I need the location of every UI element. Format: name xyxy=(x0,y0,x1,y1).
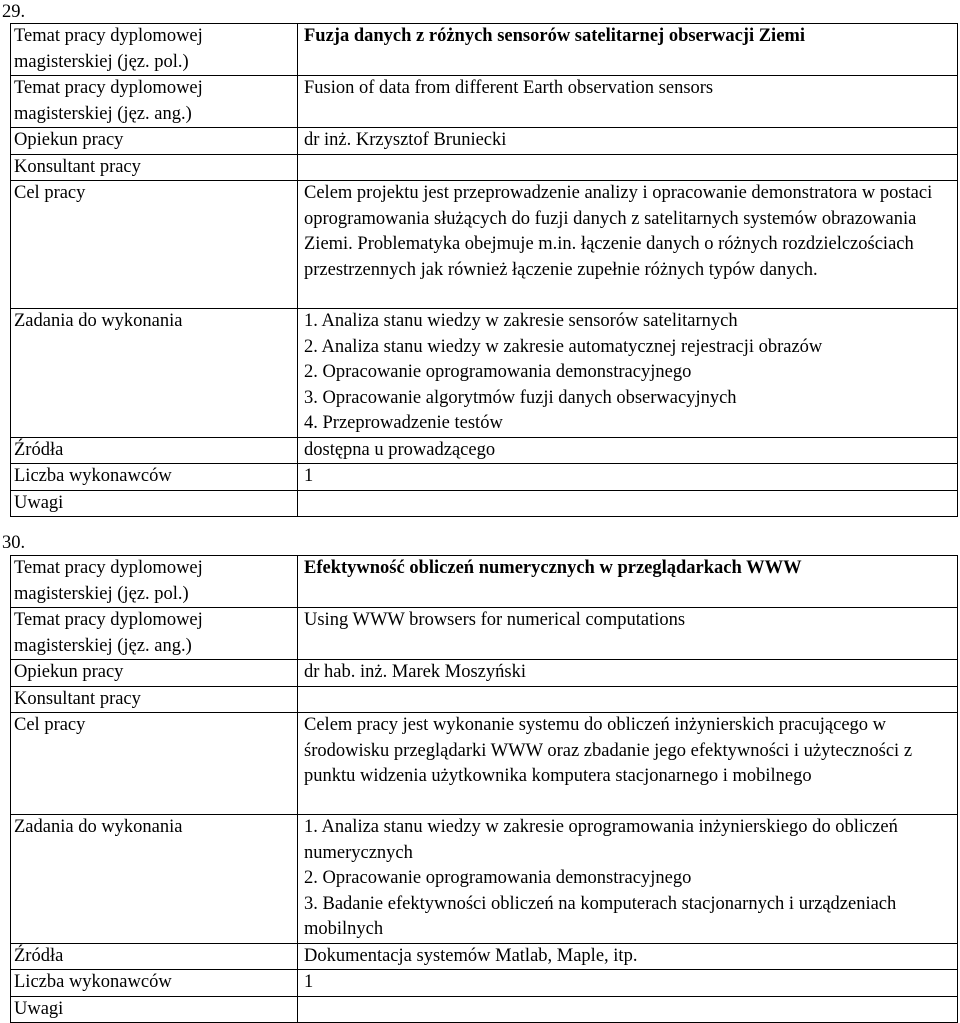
field-label: Cel pracy xyxy=(11,181,298,309)
table-row xyxy=(11,24,958,76)
consultant xyxy=(298,686,958,713)
table-row xyxy=(11,660,958,687)
task-item: 4. Przeprowadzenie testów xyxy=(304,413,503,433)
field-label: Źródła xyxy=(11,943,298,970)
thesis-table xyxy=(10,23,958,517)
table-row xyxy=(11,490,958,517)
task-item: 2. Opracowanie oprogramowania demonstracyjnego xyxy=(304,868,692,888)
field-label: Konsultant pracy xyxy=(11,686,298,713)
table-row xyxy=(11,464,958,491)
table-row xyxy=(11,815,958,944)
thesis-table xyxy=(10,555,958,1023)
sources: dostępna u prowadzącego xyxy=(298,437,958,464)
field-label: Temat pracy dyplomowej magisterskiej (jęz. ang.) xyxy=(11,76,298,128)
table-row xyxy=(11,970,958,997)
field-label: Konsultant pracy xyxy=(11,154,298,181)
table-row xyxy=(11,943,958,970)
sources: Dokumentacja systemów Matlab, Maple, itp. xyxy=(298,943,958,970)
task-item: 3. Badanie efektywności obliczeń na komputerach stacjonarnych i urządzeniach mobilnych xyxy=(304,893,897,939)
thesis-goal: Celem projektu jest przeprowadzenie analizy i opracowanie demonstratora w postaci oprogramowania służących do fuzji danych z satelitarnych systemów obrazowania Ziemi. Problematyka obejmuje m.in. łączenie danych o różnych rozdzielczościach przestrzennych jak również łączenie zupełnie różnych typów danych. xyxy=(298,181,958,309)
field-label: Opiekun pracy xyxy=(11,660,298,687)
section-number: 30. xyxy=(2,533,26,553)
field-label: Liczba wykonawców xyxy=(11,970,298,997)
task-list xyxy=(298,309,958,438)
thesis-goal: Celem pracy jest wykonanie systemu do obliczeń inżynierskich pracującego w środowisku przeglądarki WWW oraz zbadanie jego efektywności i użyteczności z punktu widzenia użytkownika komputera stacjonarnego i mobilnego xyxy=(298,713,958,815)
table-row xyxy=(11,556,958,608)
remarks xyxy=(298,490,958,517)
field-label: Temat pracy dyplomowej magisterskiej (jęz. ang.) xyxy=(11,608,298,660)
field-label: Źródła xyxy=(11,437,298,464)
supervisor: dr inż. Krzysztof Bruniecki xyxy=(298,128,958,155)
task-item: 3. Opracowanie algorytmów fuzji danych obserwacyjnych xyxy=(304,387,737,408)
topic-english: Using WWW browsers for numerical computations xyxy=(298,608,958,660)
contractor-count: 1 xyxy=(298,464,958,491)
table-row xyxy=(11,76,958,128)
task-list xyxy=(298,815,958,944)
field-label: Zadania do wykonania xyxy=(11,815,298,944)
table-row xyxy=(11,309,958,438)
topic-english: Fusion of data from different Earth observation sensors xyxy=(298,76,958,128)
table-row xyxy=(11,686,958,713)
table-row xyxy=(11,608,958,660)
topic-polish: Fuzja danych z różnych sensorów satelitarnej obserwacji Ziemi xyxy=(298,24,958,76)
table-row xyxy=(11,437,958,464)
remarks xyxy=(298,996,958,1023)
field-label: Uwagi xyxy=(11,490,298,517)
field-label: Liczba wykonawców xyxy=(11,464,298,491)
task-item: 2. Opracowanie oprogramowania demonstracyjnego xyxy=(304,362,692,382)
contractor-count: 1 xyxy=(298,970,958,997)
field-label: Temat pracy dyplomowej magisterskiej (jęz. pol.) xyxy=(11,24,298,76)
consultant xyxy=(298,154,958,181)
field-label: Temat pracy dyplomowej magisterskiej (jęz. pol.) xyxy=(11,556,298,608)
table-row xyxy=(11,713,958,815)
table-row xyxy=(11,996,958,1023)
field-label: Cel pracy xyxy=(11,713,298,815)
task-item: 1. Analiza stanu wiedzy w zakresie oprogramowania inżynierskiego do obliczeń numerycznych xyxy=(304,817,898,863)
table-row xyxy=(11,128,958,155)
table-row xyxy=(11,181,958,309)
field-label: Uwagi xyxy=(11,996,298,1023)
field-label: Zadania do wykonania xyxy=(11,309,298,438)
topic-polish: Efektywność obliczeń numerycznych w przeglądarkach WWW xyxy=(298,556,958,608)
supervisor: dr hab. inż. Marek Moszyński xyxy=(298,660,958,687)
table-row xyxy=(11,154,958,181)
task-item: 1. Analiza stanu wiedzy w zakresie sensorów satelitarnych xyxy=(304,311,738,331)
task-item: 2. Analiza stanu wiedzy w zakresie automatycznej rejestracji obrazów xyxy=(304,336,823,357)
field-label: Opiekun pracy xyxy=(11,128,298,155)
section-number: 29. xyxy=(2,2,26,22)
